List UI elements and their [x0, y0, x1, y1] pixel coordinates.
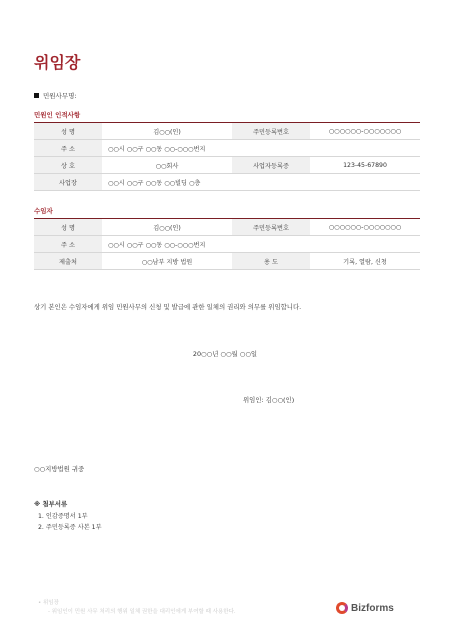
signature-line: 위임인: 김○○(인) [243, 396, 295, 404]
submit-to-value: ○○남부 지방 법원 [102, 253, 232, 270]
company-value: ○○회사 [102, 157, 232, 174]
address-value: ○○시 ○○구 ○○동 ○○-○○○번지 [102, 140, 420, 157]
name-label: 성 명 [34, 123, 102, 140]
purpose-value: 기록, 열람, 신청 [310, 253, 420, 270]
footer-note-text: - 위임인이 민원 사무 처리의 행위 일체 권한을 대리인에게 부여할 때 사용한다. [48, 609, 236, 615]
brand-name: Bizforms [351, 602, 394, 614]
submit-to-label: 제출처 [34, 253, 102, 270]
delegate-table [34, 218, 420, 270]
bizforms-logo-icon [336, 602, 348, 614]
name-value: 김○○(인) [102, 219, 232, 236]
square-bullet-icon [34, 93, 39, 98]
table-row [34, 140, 420, 157]
name-value: 김○○(인) [102, 123, 232, 140]
id-number-value: ○○○○○○-○○○○○○○ [310, 123, 420, 140]
footer-note-title: • 위임장 [38, 600, 59, 606]
id-number-value: ○○○○○○-○○○○○○○ [310, 219, 420, 236]
address-label: 주 소 [34, 140, 102, 157]
workplace-value: ○○시 ○○구 ○○동 ○○빌딩 ○층 [102, 174, 420, 191]
table-row [34, 253, 420, 270]
id-number-label: 주민등록번호 [232, 123, 310, 140]
subject-line [34, 91, 77, 100]
name-label: 성 명 [34, 219, 102, 236]
id-number-label: 주민등록번호 [232, 219, 310, 236]
attachments-list [38, 511, 102, 533]
business-reg-value: 123-45-67890 [310, 157, 420, 174]
address-value: ○○시 ○○구 ○○동 ○○-○○○번지 [102, 236, 420, 253]
subject-label: 민원사무명: [43, 92, 77, 100]
delegator-table [34, 122, 420, 191]
table-row [34, 157, 420, 174]
table-row [34, 174, 420, 191]
address-label: 주 소 [34, 236, 102, 253]
list-item: 2. 주민등록증 사본 1부 [38, 524, 102, 531]
company-label: 상 호 [34, 157, 102, 174]
table-row [34, 219, 420, 236]
workplace-label: 사업장 [34, 174, 102, 191]
delegation-statement: 상기 본인은 수임자에게 위임 민원사무의 신청 및 발급에 관한 일체의 권리와 의무를 위임합니다. [34, 303, 302, 311]
document-date: 20○○년 ○○월 ○○일 [192, 350, 258, 358]
attachments-title: ※ 첨부서류 [34, 500, 68, 508]
delegator-heading: 민원인 인적사항 [34, 111, 81, 119]
page-title: 위임장 [34, 53, 81, 72]
bizforms-logo [336, 602, 394, 614]
list-item: 1. 인감증명서 1부 [38, 513, 88, 520]
business-reg-label: 사업자등록증 [232, 157, 310, 174]
table-row [34, 123, 420, 140]
court-addressee: ○○지방법원 귀중 [34, 465, 85, 473]
delegate-heading: 수임자 [34, 207, 53, 215]
purpose-label: 용 도 [232, 253, 310, 270]
table-row [34, 236, 420, 253]
